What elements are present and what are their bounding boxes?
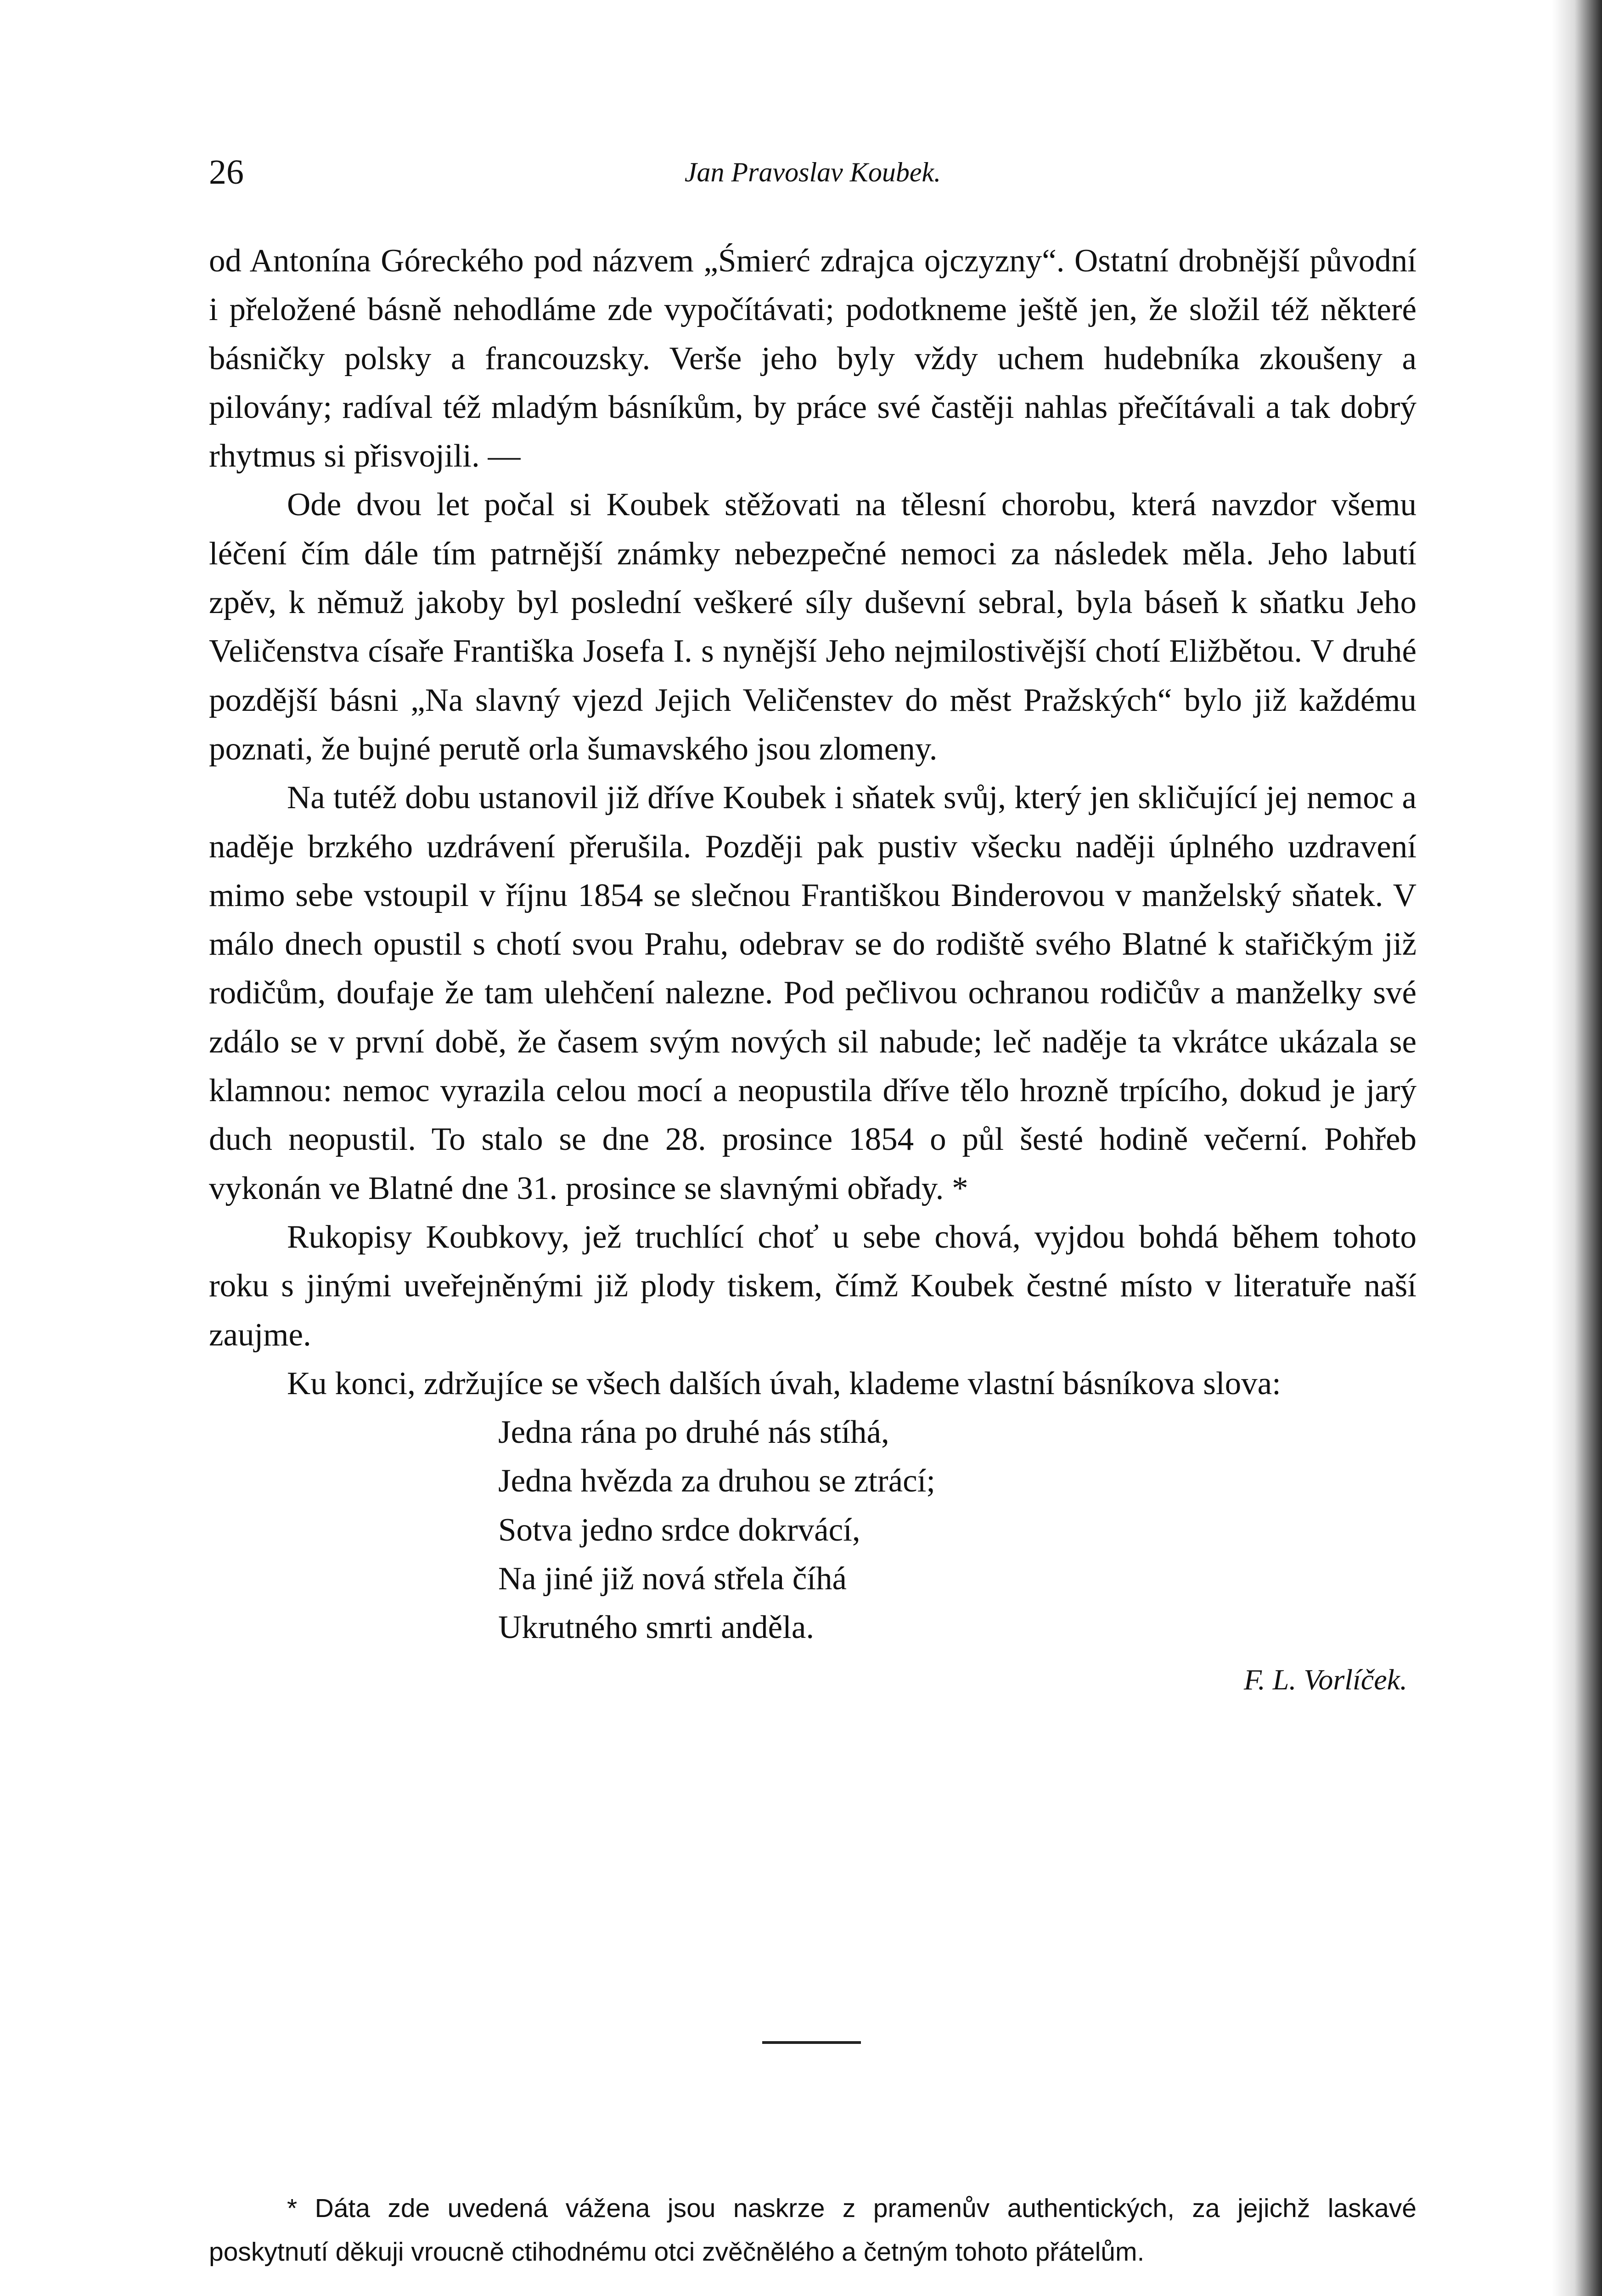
section-divider — [762, 2041, 861, 2044]
main-text — [209, 236, 1417, 1702]
page-number: 26 — [209, 153, 244, 191]
paragraph-illness: Ode dvou let počal si Koubek stěžovati na tělesní chorobu, která navzdor všemu léčení čím dále tím patrnější známky nebezpečné nemoci za následek měla. Jeho labutí zpěv, k němuž jakoby byl poslední veškeré síly duševní sebral, byla báseň k sňatku Jeho Veličenstva císaře Františka Josefa I. s nynější Jeho nejmilostivější chotí Eližbětou. V druhé pozdější básni „Na slavný vjezd Jejich Veličenstev do měst Pražských“ bylo již každému poznati, že bujné perutě orla šumavského jsou zlomeny. — [209, 487, 1417, 767]
paragraph-closing: Ku konci, zdržujíce se všech dalších úvah, klademe vlastní básníkova slova: — [287, 1365, 1281, 1401]
page-edge-shadow — [1552, 0, 1602, 2296]
paragraph-manuscripts: Rukopisy Koubkovy, jež truchlící choť u sebe chová, vyjdou bohdá během tohoto roku s jinými uveřejněnými již plody tiskem, čímž Koubek čestné místo v literatuře naší zaujme. — [209, 1219, 1417, 1353]
page-header — [209, 152, 1417, 193]
poem-line: Jedna rána po druhé nás stíhá, — [498, 1414, 889, 1451]
paragraph-marriage-death: Na tutéž dobu ustanovil již dříve Koubek i sňatek svůj, který jen skličující jej nemoc a naděje brzkého uzdrávení přerušila. Později pak pustiv všecku naději úplného uzdravení mimo sebe vstoupil v říjnu 1854 se slečnou Františkou Binderovou v manželský sňatek. V málo dnech opustil s chotí svou Prahu, odebrav se do rodiště svého Blatné k stařičkým již rodičům, doufaje že tam ulehčení nalezne. Pod pečlivou ochranou rodičův a manželky své zdálo se v první době, že časem svým nových sil nabude; leč naděje ta vkrátce ukázala se klamnou: nemoc vyrazila celou mocí a neopustila dříve tělo hrozně trpícího, dokud je jarý duch neopustil. To stalo se dne 28. prosince 1854 o půl šesté hodině večerní. Pohřeb vykonán ve Blatné dne 31. prosince se slavnými obřady. * — [209, 780, 1417, 1206]
poem-line: Na jiné již nová střela číhá — [498, 1561, 847, 1597]
footnote: * Dáta zde uvedená vážena jsou naskrze z pramenův authentických, za jejichž laskavé poskytnutí děkuji vroucně ctihodnému otci zvěčnělého a četným tohoto přátelům. — [209, 2194, 1417, 2267]
author-signature: F. L. Vorlíček. — [1243, 1663, 1407, 1696]
paragraph-continued: od Antonína Góreckého pod názvem „Śmierć zdrajca ojczyzny“. Ostatní drobnější původní i přeložené básně nehodláme zde vypočítávati; podotkneme ještě jen, že složil též některé básničky polsky a francouzsky. Verše jeho byly vždy uchem hudebníka zkoušeny a pilovány; radíval též mladým básníkům, by práce své častěji nahlas přečítávali a tak dobrý rhytmus si přisvojili. — — [209, 243, 1417, 474]
poem-line: Ukrutného smrti anděla. — [498, 1609, 815, 1646]
poem-line: Jedna hvězda za druhou se ztrácí; — [498, 1463, 936, 1499]
poem-quote — [498, 1408, 1417, 1652]
running-title: Jan Pravoslav Koubek. — [684, 157, 941, 187]
poem-line: Sotva jedno srdce dokrvácí, — [498, 1512, 860, 1548]
